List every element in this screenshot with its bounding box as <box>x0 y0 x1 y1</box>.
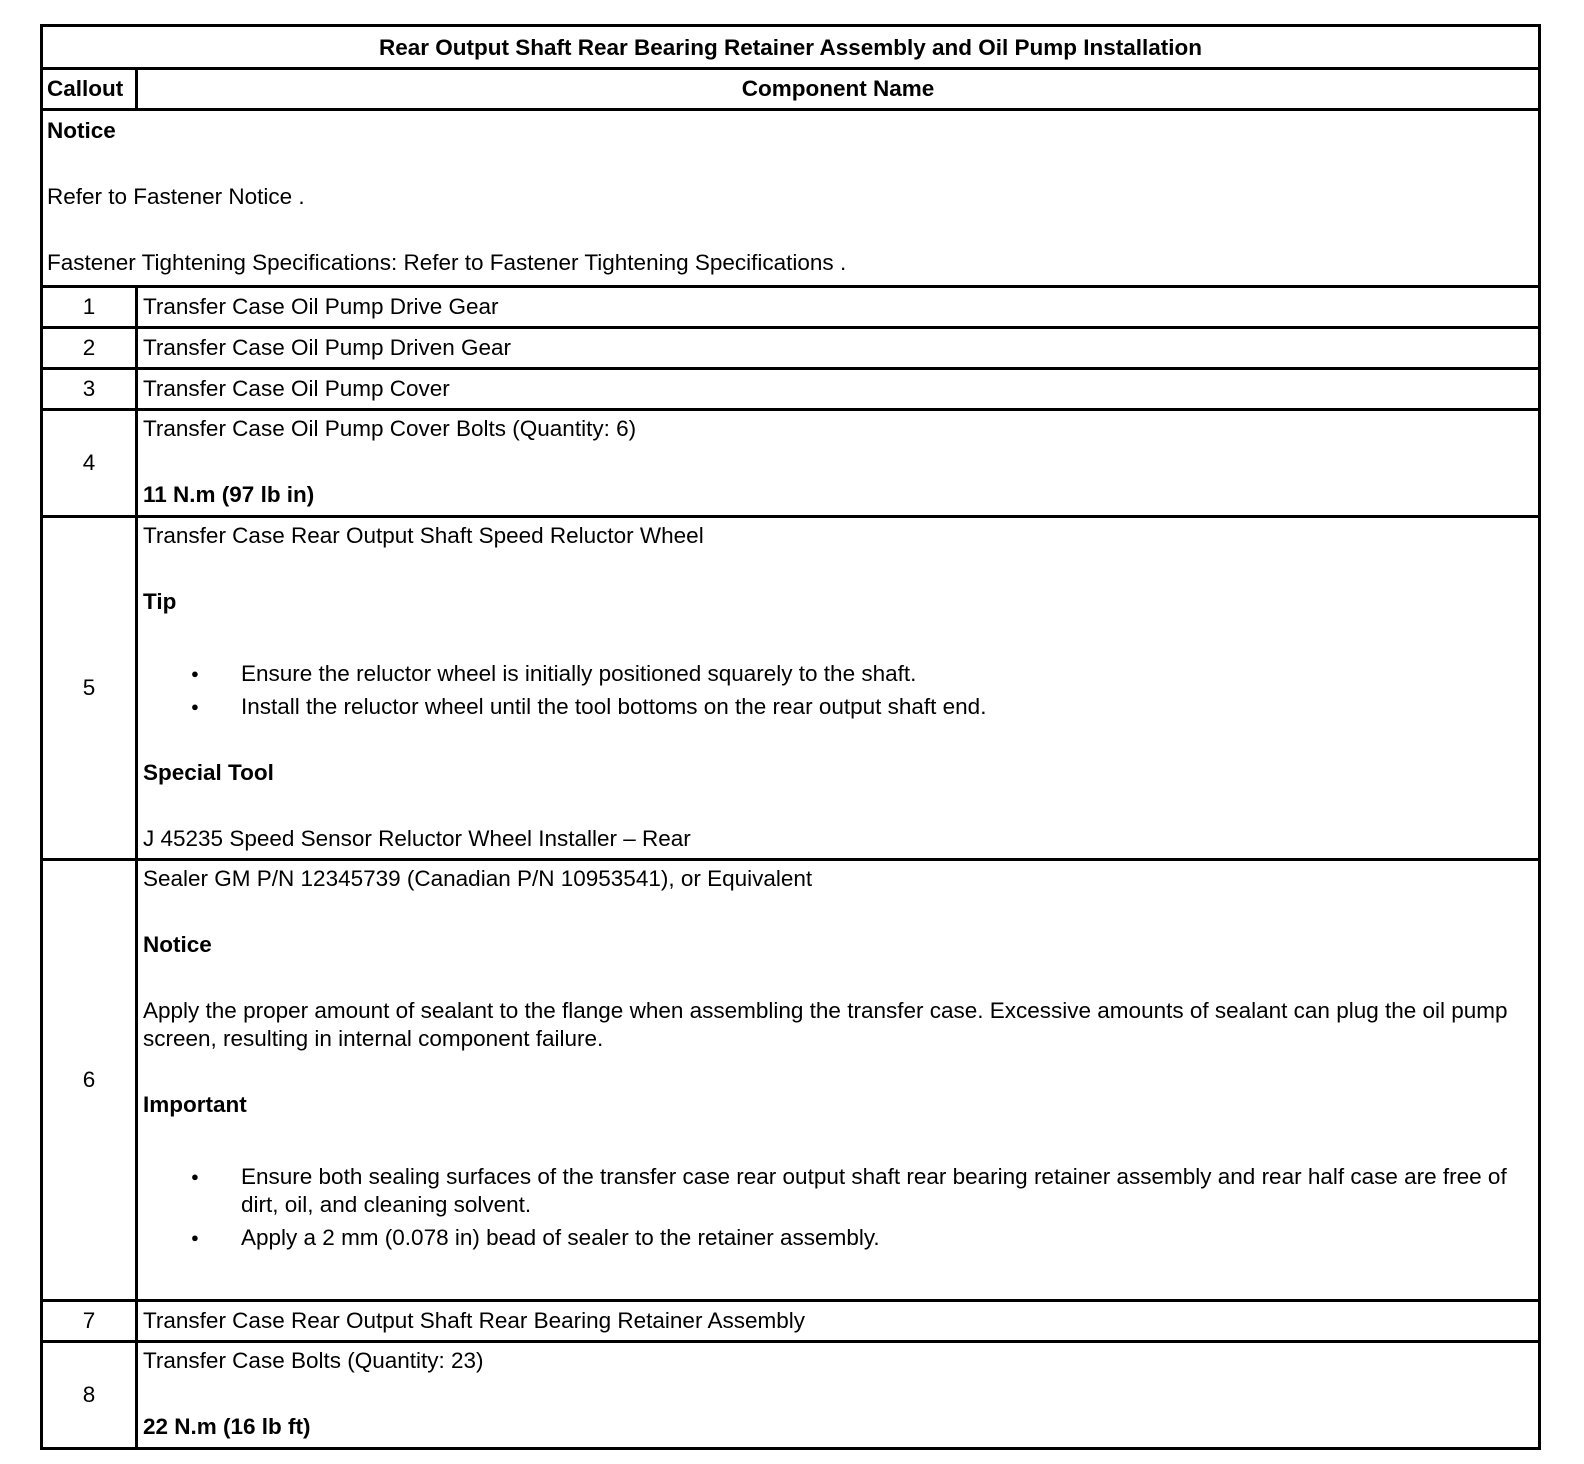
notice-line-fastener: Refer to Fastener Notice . <box>47 184 305 209</box>
torque-spec: 11 N.m (97 lb in) <box>143 482 315 507</box>
important-bullet-list <box>143 1163 1534 1252</box>
component-name: Transfer Case Oil Pump Cover <box>137 369 1540 410</box>
special-tool-heading: Special Tool <box>143 760 274 785</box>
callout-number: 4 <box>42 410 137 517</box>
callout-number: 1 <box>42 287 137 328</box>
header-row <box>42 69 1540 110</box>
component-name: Transfer Case Oil Pump Cover Bolts (Quantity: 6) <box>143 416 637 441</box>
notice-line-specifications: Fastener Tightening Specifications: Refer to Fastener Tightening Specifications . <box>47 250 847 275</box>
tip-bullet-list <box>143 660 1534 721</box>
callout-number: 3 <box>42 369 137 410</box>
callout-number: 2 <box>42 328 137 369</box>
important-bullet: ● Apply a 2 mm (0.078 in) bead of sealer to the retainer assembly. <box>241 1224 1520 1252</box>
table-row <box>42 287 1540 328</box>
installation-table-sheet <box>40 24 1541 1450</box>
tip-bullet: ● Install the reluctor wheel until the tool bottoms on the rear output shaft end. <box>241 693 1534 721</box>
callout-number: 6 <box>42 860 137 1301</box>
sealer-notice-text: Apply the proper amount of sealant to the flange when assembling the transfer case. Excessive amounts of sealant can plug the oil pump screen, resulting in internal component failure. <box>143 998 1508 1051</box>
tip-heading: Tip <box>143 589 177 614</box>
table-row <box>42 517 1540 860</box>
callout-number: 7 <box>42 1301 137 1342</box>
table-row <box>42 410 1540 517</box>
component-name: Sealer GM P/N 12345739 (Canadian P/N 10953541), or Equivalent <box>143 866 813 891</box>
sealer-notice-heading: Notice <box>143 932 212 957</box>
callout-number: 8 <box>42 1342 137 1449</box>
important-heading: Important <box>143 1092 247 1117</box>
torque-spec: 22 N.m (16 lb ft) <box>143 1414 311 1439</box>
component-name: Transfer Case Bolts (Quantity: 23) <box>143 1348 484 1373</box>
important-bullet: ● Ensure both sealing surfaces of the transfer case rear output shaft rear bearing retainer assembly and rear half case are free of dirt, oil, and cleaning solvent. <box>241 1163 1520 1219</box>
table-row <box>42 369 1540 410</box>
callout-number: 5 <box>42 517 137 860</box>
component-name: Transfer Case Oil Pump Drive Gear <box>137 287 1540 328</box>
component-name: Transfer Case Rear Output Shaft Rear Bearing Retainer Assembly <box>137 1301 1540 1342</box>
title-row <box>42 26 1540 69</box>
component-cell <box>137 860 1540 1301</box>
tip-bullet: ● Ensure the reluctor wheel is initially positioned squarely to the shaft. <box>241 660 1534 688</box>
table-row <box>42 328 1540 369</box>
component-name: Transfer Case Rear Output Shaft Speed Reluctor Wheel <box>143 523 704 548</box>
notice-heading: Notice <box>47 118 116 143</box>
component-cell <box>137 517 1540 860</box>
header-component-name: Component Name <box>137 69 1540 110</box>
component-cell <box>137 1342 1540 1449</box>
notice-row <box>42 110 1540 287</box>
component-name: Transfer Case Oil Pump Driven Gear <box>137 328 1540 369</box>
special-tool-name: J 45235 Speed Sensor Reluctor Wheel Installer – Rear <box>143 826 691 851</box>
table-row <box>42 860 1540 1301</box>
header-callout: Callout <box>42 69 137 110</box>
general-notice <box>42 110 1540 287</box>
component-cell <box>137 410 1540 517</box>
table-title: Rear Output Shaft Rear Bearing Retainer Assembly and Oil Pump Installation <box>42 26 1540 69</box>
installation-table <box>40 24 1541 1450</box>
table-row <box>42 1342 1540 1449</box>
table-row <box>42 1301 1540 1342</box>
